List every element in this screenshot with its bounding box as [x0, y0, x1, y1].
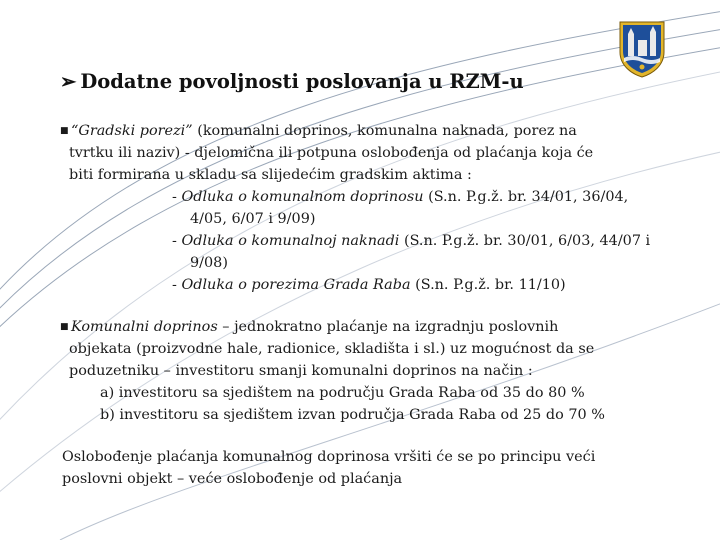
note-line2: poslovni objekt – veće oslobođenje od plaćanja: [62, 471, 403, 487]
arrow-bullet-icon: ➢: [60, 70, 77, 93]
section1-line2: tvrtku ili naziv) - djelomična ili potpuna oslobođenja od plaćanja koja će: [69, 145, 594, 161]
section2-line3: poduzetniku – investitoru smanji komunalni doprinos na način :: [69, 363, 533, 379]
act-2-cont: 9/08): [190, 255, 228, 271]
section2-line1: ■ Komunalni doprinos – jednokratno plaćanje na izgradnju poslovnih: [60, 316, 558, 338]
act-3: - Odluka o porezima Grada Raba (S.n. P.g.ž. br. 11/10): [172, 277, 566, 293]
section1-line3: biti formirana u skladu sa slijedećim gradskim aktima :: [69, 167, 472, 183]
square-bullet-icon: ■: [60, 322, 69, 332]
page-title: [60, 70, 524, 93]
section2-line2: objekata (proizvodne hale, radionice, skladišta i sl.) uz mogućnost da se: [69, 341, 595, 357]
act-1-cont: 4/05, 6/07 i 9/09): [190, 211, 316, 227]
section2-item-a: a) investitoru sa sjedištem na području Grada Raba od 35 do 80 %: [100, 385, 585, 401]
section2-item-b: b) investitoru sa sjedištem izvan područja Grada Raba od 25 do 70 %: [100, 407, 605, 423]
section1-title: “Gradski porezi”: [71, 123, 193, 139]
act-2: - Odluka o komunalnoj naknadi (S.n. P.g.ž. br. 30/01, 6/03, 44/07 i: [172, 233, 651, 249]
square-bullet-icon: ■: [60, 126, 69, 136]
act-1: - Odluka o komunalnom doprinosu (S.n. P.g.ž. br. 34/01, 36/04,: [172, 189, 629, 205]
coat-of-arms-icon: [618, 20, 666, 78]
section1-line1: ■ “Gradski porezi” (komunalni doprinos, komunalna naknada, porez na: [60, 120, 577, 142]
page-title-text: Dodatne povoljnosti poslovanja u RZM-u: [80, 70, 524, 93]
section2-title: Komunalni doprinos: [71, 319, 218, 335]
note-line1: Oslobođenje plaćanja komunalnog doprinosa vršiti će se po principu veći: [62, 449, 596, 465]
